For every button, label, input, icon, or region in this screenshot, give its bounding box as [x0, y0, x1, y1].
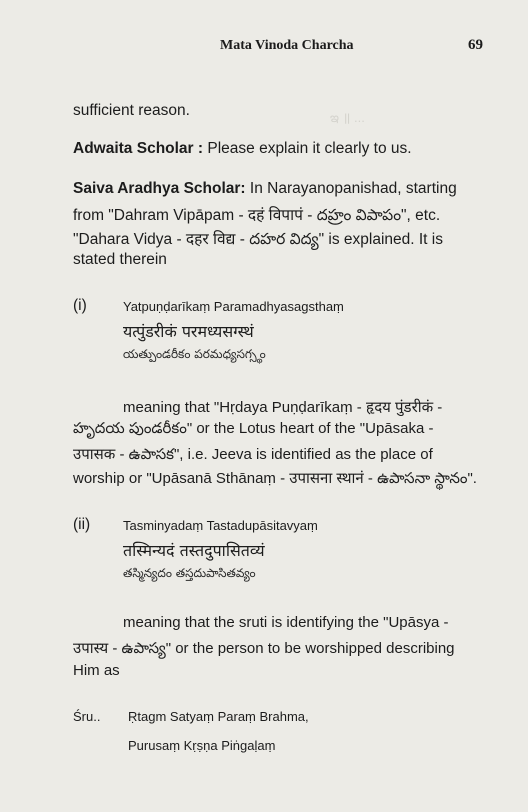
adwaita-paragraph [73, 140, 412, 158]
text-line: meaning that "Hṛdaya Puṇḍarīkaṃ - हृदय पुंडरीकं - [123, 399, 443, 416]
verse-roman: Yatpuṇḍarīkaṃ Paramadhyasagsthaṃ [123, 299, 344, 314]
speech-text: In Narayanopanishad, starting [245, 180, 457, 197]
page-number: 69 [468, 37, 483, 53]
verse-telugu: తస్మిన్యదం తస్తదుపాసితవ్యం [123, 566, 256, 580]
text-line: meaning that the sruti is identifying the "Upāsya - [123, 614, 449, 631]
speaker-label: Saiva Aradhya Scholar: [73, 180, 246, 197]
bleed-through-text: ఇ ॥ ... [330, 110, 365, 125]
speech-text: Please explain it clearly to us. [203, 140, 412, 157]
text-line: worship or "Upāsanā Sthānaṃ - उपासना स्थानं - ఉపాసనా స్థానం". [73, 470, 477, 487]
text-line: stated therein [73, 251, 167, 268]
sruti-line: Ṛtagm Satyaṃ Paraṃ Brahma, [128, 709, 309, 724]
text-line: from "Dahram Vipāpam - दहं विपापं - దహ్రం విపాపం", etc. [73, 207, 441, 224]
text-line: उपास्य - ఉపాస్య" or the person to be worshipped describing [73, 640, 455, 657]
sruti-label: Śru.. [73, 709, 101, 724]
speaker-label: Adwaita Scholar : [73, 140, 204, 157]
verse-telugu: యత్పుండరీకం పరమధ్యసగ్స్థం [123, 347, 266, 361]
text-line: Him as [73, 662, 120, 679]
text-line: "Dahara Vidya - दहर विद्य - దహర విద్య" is explained. It is [73, 231, 443, 248]
text-line: హృదయ పుండరీకం" or the Lotus heart of the "Upāsaka - [73, 420, 434, 437]
verse-devanagari: यत्पुंडरीकं परमध्यसग्स्थं [123, 322, 254, 341]
sruti-line: Purusaṃ Kṛṣṇa Piṅgaḷaṃ [128, 738, 276, 753]
text-line: sufficient reason. [73, 102, 190, 119]
item-number: (ii) [73, 516, 91, 533]
text-line: उपासक - ఉపాసక", i.e. Jeeva is identified as the place of [73, 446, 433, 463]
verse-roman: Tasminyadaṃ Tastadupāsitavyaṃ [123, 518, 318, 533]
running-header-title: Mata Vinoda Charcha [220, 38, 354, 53]
verse-devanagari: तस्मिन्यदं तस्तदुपासितव्यं [123, 541, 265, 560]
saiva-paragraph-line [73, 180, 457, 198]
item-number: (i) [73, 297, 87, 314]
